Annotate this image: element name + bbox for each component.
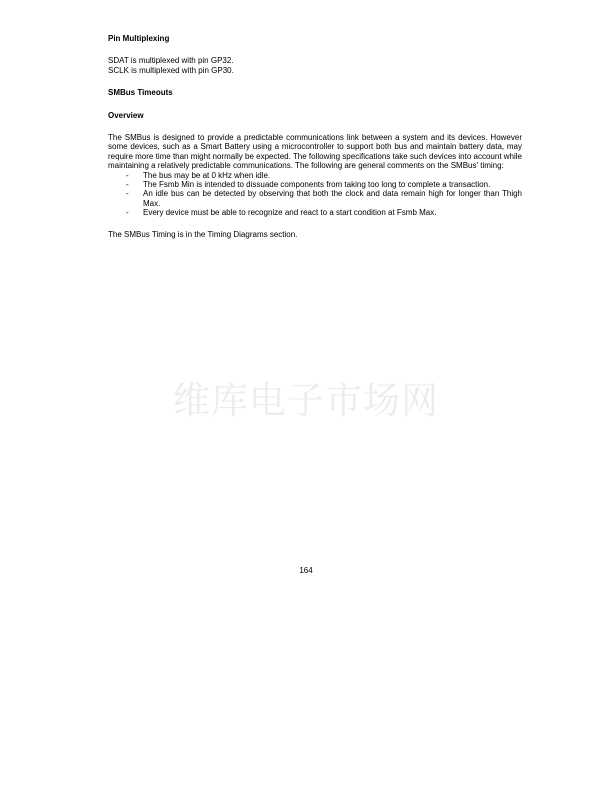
list-item [108,171,522,180]
pin-multiplexing-heading: Pin Multiplexing [108,34,170,43]
bullet-text: The Fsmb Min is intended to dissuade components from taking too long to complete a transaction. [143,180,491,190]
overview-heading: Overview [108,110,144,120]
bullet-dash: - [126,180,129,190]
list-item [108,189,522,208]
bullet-text: An idle bus can be detected by observing that both the clock and data remain high for longer than Thigh Max. [143,189,522,208]
list-item [108,208,522,217]
page-content [108,34,522,239]
page-number: 164 [299,566,313,575]
sclk-multiplex-line: SCLK is multiplexed with pin GP30. [108,65,234,75]
timing-comments-list [108,171,522,218]
sdat-multiplex-line: SDAT is multiplexed with pin GP32. [108,56,234,66]
bullet-dash: - [126,208,129,218]
bullet-text: Every device must be able to recognize and react to a start condition at Fsmb Max. [143,208,437,218]
bullet-dash: - [126,189,129,199]
list-item [108,180,522,189]
overview-paragraph: The SMBus is designed to provide a predictable communications link between a system and its devices. However some devices, such as a Smart Battery using a microcontroller to support both bus and maintain battery data, may require more time than might normally be expected. The following specifications take such devices into account while maintaining a relatively predictable communications. The following are general comments on the SMBus' timing: [108,133,522,171]
smbus-timeouts-heading: SMBus Timeouts [108,88,173,98]
bullet-text: The bus may be at 0 kHz when idle. [143,170,271,180]
timing-reference-line: The SMBus Timing is in the Timing Diagrams section. [108,229,298,239]
bullet-dash: - [126,170,129,180]
watermark: 维库电子市场网 [173,379,439,422]
